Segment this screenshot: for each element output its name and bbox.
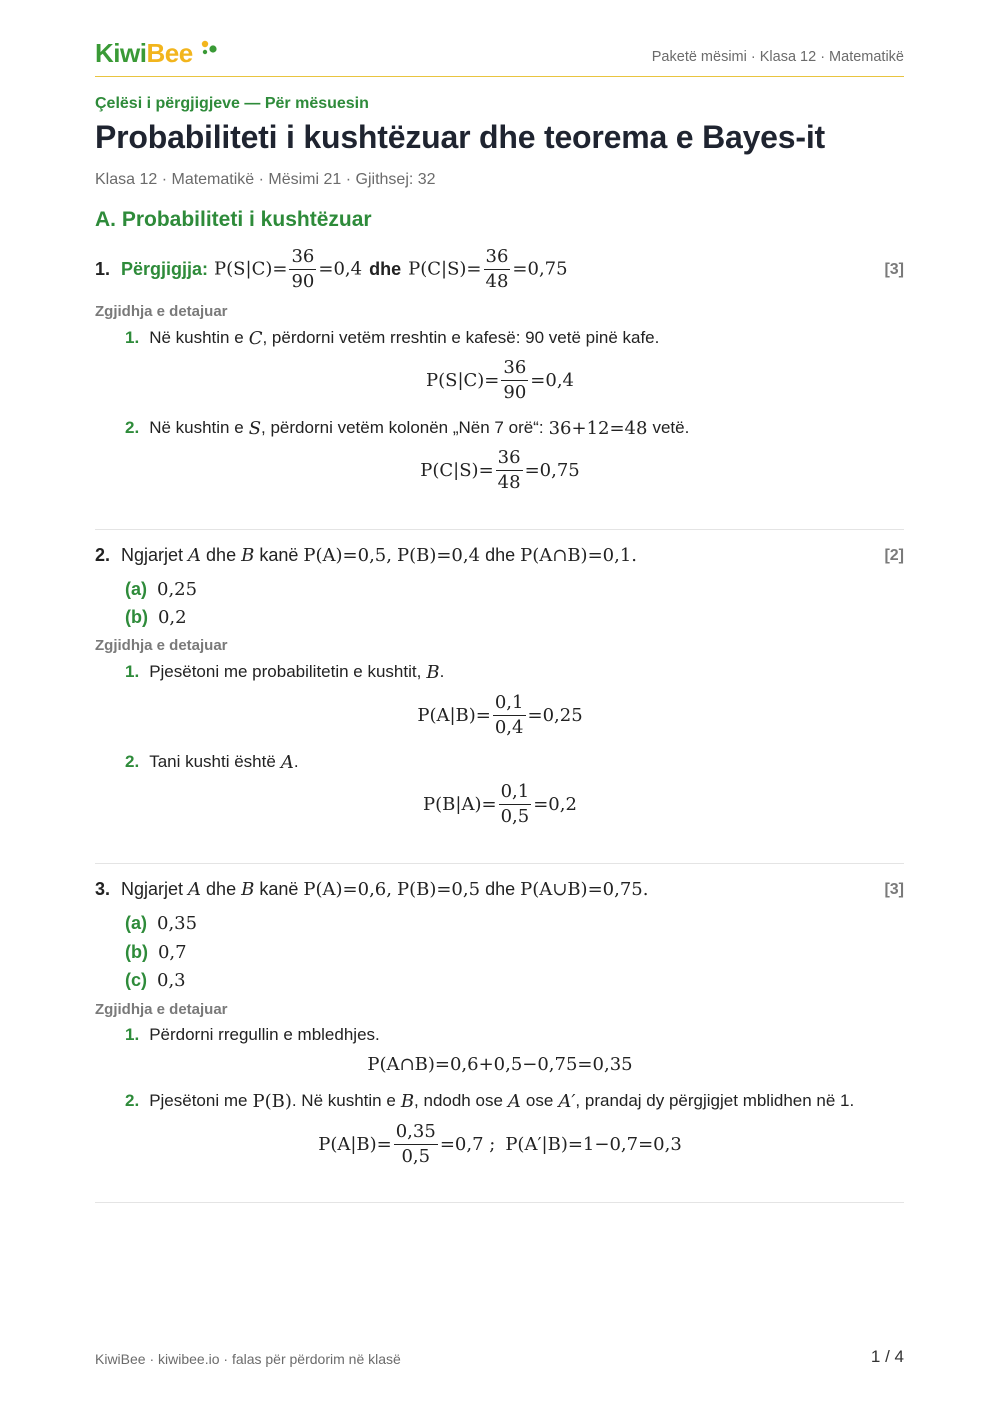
math-variable: B: [400, 1090, 415, 1112]
page-title: Probabiliteti i kushtëzuar dhe teorema e Bayes-it: [95, 119, 825, 155]
question-divider: [95, 863, 904, 864]
answer-part: [125, 605, 187, 629]
math-rhs: =0,7 ;: [439, 1133, 496, 1155]
kiwibee-logo: [95, 38, 219, 69]
fraction: [394, 1121, 438, 1168]
detailed-solution-heading: Zgjidhja e detajuar: [95, 303, 228, 320]
question-number: 2.: [95, 544, 111, 565]
part-label: (b): [125, 941, 148, 962]
question-text: dhe: [206, 544, 237, 565]
denominator: 48: [497, 471, 521, 493]
step-number: 1.: [125, 328, 140, 347]
solution-step: [125, 1088, 854, 1114]
solution-step: [125, 750, 299, 774]
step-text: .: [293, 752, 299, 771]
bee-dots-icon: [201, 40, 219, 56]
part-value: 0,2: [157, 606, 187, 628]
solution-equation: [0, 446, 1000, 494]
solution-equation: [0, 1051, 1000, 1077]
header-divider: [95, 76, 904, 77]
fraction: [499, 781, 532, 828]
math-rhs: =0,4: [318, 258, 363, 279]
math-variable: C: [248, 327, 263, 349]
part-label: (a): [125, 912, 147, 933]
math-rhs: =0,2: [533, 793, 577, 815]
math-variable: S: [248, 417, 262, 439]
math-rhs: =0,75: [512, 258, 568, 279]
step-text: , prandaj dy përgjigjet mblidhen në 1.: [575, 1091, 855, 1110]
step-text: .: [439, 662, 445, 681]
step-text: Në kushtin e: [149, 328, 244, 347]
step-number: 2.: [125, 418, 140, 437]
solution-step: [125, 326, 659, 350]
question-1: [95, 245, 568, 293]
inline-math: P(A∪B)=0,75.: [520, 878, 649, 900]
question-divider: [95, 1202, 904, 1203]
solution-step: [125, 416, 689, 440]
numerator: 0,1: [493, 692, 526, 716]
logo-text-kiwi: Kiwi: [95, 38, 147, 68]
math-variable: A′: [558, 1090, 576, 1112]
section-heading-a: A. Probabiliteti i kushtëzuar: [95, 208, 372, 231]
answer-part: [125, 577, 197, 601]
math-variable: B: [426, 661, 440, 683]
math-lhs: P(C|S)=: [408, 258, 482, 279]
solution-equation: [0, 356, 1000, 404]
part-value: 0,25: [157, 578, 198, 600]
detailed-solution-heading: Zgjidhja e detajuar: [95, 637, 228, 654]
step-text: . Në kushtin e: [291, 1091, 396, 1110]
math-lhs: P(A|B)=: [318, 1133, 392, 1155]
part-value: 0,3: [157, 969, 186, 991]
part-label: (a): [125, 578, 147, 599]
answer-key-kicker: Çelësi i përgjigjeve — Për mësuesin: [95, 95, 369, 112]
math-variable: A: [507, 1090, 521, 1112]
numerator: 36: [496, 447, 523, 471]
math-variable: B: [241, 878, 255, 900]
fraction: [496, 447, 523, 494]
inline-math: 36+12=48: [548, 417, 648, 439]
math-lhs: P(A|B)=: [417, 704, 491, 726]
denominator: 90: [291, 270, 315, 292]
step-number: 1.: [125, 1025, 140, 1044]
header-breadcrumb: Paketë mësimi · Klasa 12 · Matematikë: [651, 49, 904, 65]
denominator: 90: [503, 381, 527, 403]
part-label: (b): [125, 606, 148, 627]
question-text: dhe: [485, 878, 516, 899]
fraction: [501, 357, 528, 404]
question-divider: [95, 529, 904, 530]
denominator: 0,5: [401, 1145, 431, 1167]
part-value: 0,35: [157, 912, 198, 934]
inline-math: P(A)=0,6,: [303, 878, 392, 900]
math-lhs: P(B|A)=: [423, 793, 497, 815]
step-text: Në kushtin e: [149, 418, 244, 437]
marks-badge: [3]: [884, 881, 904, 898]
detailed-solution-heading: Zgjidhja e detajuar: [95, 1001, 228, 1018]
answer-part: [125, 911, 197, 935]
math-rhs: P(A′|B)=1−0,7=0,3: [505, 1133, 682, 1155]
question-3: [95, 876, 648, 902]
fraction: [484, 246, 511, 293]
marks-badge: [2]: [884, 547, 904, 564]
question-text: dhe: [206, 878, 237, 899]
inline-math: P(A∩B)=0,1.: [520, 544, 638, 566]
math-variable: A: [280, 751, 294, 773]
equation-text: P(A∩B)=0,6+0,5−0,75=0,35: [367, 1053, 633, 1075]
math-lhs: P(S|C)=: [425, 369, 500, 391]
solution-equation: [0, 1120, 1000, 1168]
step-number: 2.: [125, 1091, 140, 1110]
solution-step: [125, 660, 444, 684]
step-text: , ndodh ose: [414, 1091, 503, 1110]
math-rhs: =0,4: [530, 369, 575, 391]
numerator: 36: [484, 246, 511, 270]
conjunction: dhe: [369, 258, 402, 279]
part-value: 0,7: [157, 941, 187, 963]
question-text: dhe: [485, 544, 516, 565]
question-text: Ngjarjet: [121, 544, 184, 565]
page-number: 1 / 4: [870, 1347, 904, 1366]
step-text: vetë.: [652, 418, 690, 437]
solution-equation: [0, 691, 1000, 739]
solution-step: [125, 1023, 380, 1047]
answer-part: [125, 940, 187, 964]
fraction: [289, 246, 316, 293]
logo-text-bee: Bee: [146, 38, 193, 68]
fraction: [493, 692, 526, 739]
question-number: 1.: [95, 258, 111, 279]
numerator: 36: [501, 357, 528, 381]
inline-math: P(B)=0,4: [396, 544, 481, 566]
math-rhs: =0,75: [524, 459, 580, 481]
question-text: kanë: [259, 544, 299, 565]
answer-label: Përgjigjja:: [121, 258, 209, 279]
step-text: Përdorni rregullin e mbledhjes.: [149, 1025, 380, 1044]
math-lhs: P(S|C)=: [214, 258, 288, 279]
step-text: Tani kushti është: [149, 752, 276, 771]
part-label: (c): [125, 969, 147, 990]
step-number: 2.: [125, 752, 140, 771]
question-2: [95, 542, 637, 568]
step-text: Pjesëtoni me: [149, 1091, 248, 1110]
footer-credit: KiwiBee · kiwibee.io · falas për përdorim në klasë: [95, 1351, 401, 1367]
solution-equation: [0, 780, 1000, 828]
inline-math: P(A)=0,5,: [303, 544, 392, 566]
question-text: Ngjarjet: [121, 878, 184, 899]
math-variable: B: [241, 544, 255, 566]
denominator: 0,4: [494, 716, 524, 738]
marks-badge: [3]: [884, 261, 904, 278]
numerator: 0,1: [499, 781, 532, 805]
numerator: 0,35: [394, 1121, 438, 1145]
step-number: 1.: [125, 662, 140, 681]
step-text: , përdorni vetëm kolonën „Nën 7 orë“:: [261, 418, 544, 437]
math-lhs: P(C|S)=: [420, 459, 494, 481]
lesson-meta: Klasa 12 · Matematikë · Mësimi 21 · Gjithsej: 32: [95, 171, 436, 188]
numerator: 36: [289, 246, 316, 270]
answer-math: [214, 246, 362, 293]
question-number: 3.: [95, 878, 111, 899]
step-text: , përdorni vetëm rreshtin e kafesë: 90 vetë pinë kafe.: [262, 328, 660, 347]
step-text: Pjesëtoni me probabilitetin e kushtit,: [149, 662, 422, 681]
inline-math: P(B): [252, 1090, 292, 1112]
math-rhs: =0,25: [527, 704, 583, 726]
denominator: 0,5: [500, 805, 530, 827]
question-text: kanë: [259, 878, 299, 899]
math-variable: A: [188, 544, 202, 566]
step-text: ose: [525, 1091, 554, 1110]
answer-part: [125, 968, 186, 992]
math-variable: A: [188, 878, 202, 900]
answer-math: [408, 246, 567, 293]
inline-math: P(B)=0,5: [396, 878, 481, 900]
denominator: 48: [485, 270, 509, 292]
